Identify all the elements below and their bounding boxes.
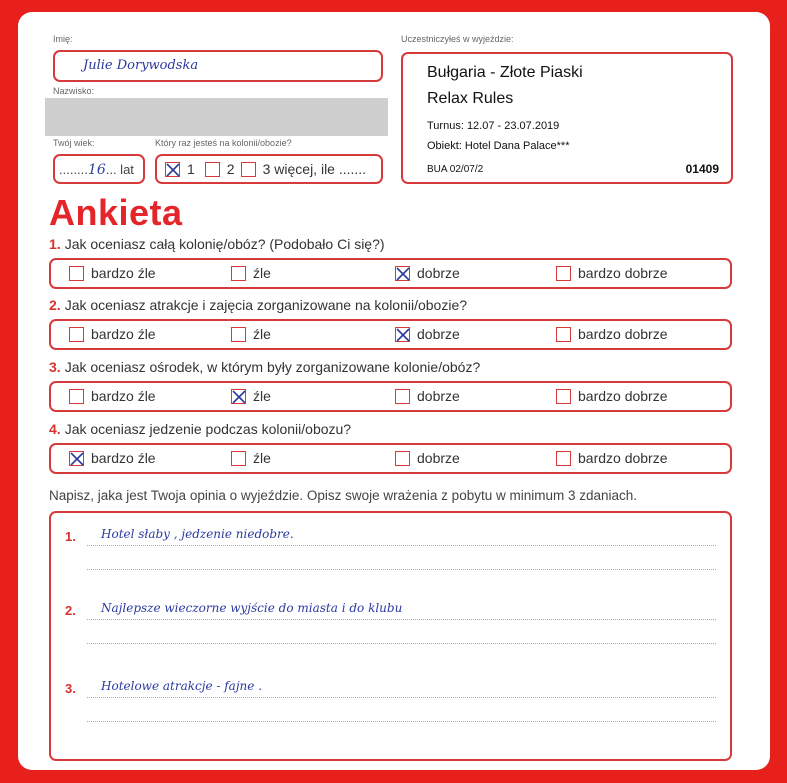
times-checkbox-2[interactable] <box>205 162 220 177</box>
participant-label: Uczestniczyłeś w wyjeździe: <box>401 34 514 44</box>
surname-label: Nazwisko: <box>53 86 95 96</box>
trip-summary-box <box>401 52 733 184</box>
dotted-line <box>87 697 716 698</box>
question-text: Jak oceniasz atrakcje i zajęcia zorganizowane na kolonii/obozie? <box>64 297 468 313</box>
option-3[interactable] <box>395 265 460 281</box>
option-1[interactable] <box>69 326 156 342</box>
option-label: bardzo dobrze <box>578 450 668 466</box>
dotted-line <box>87 643 716 644</box>
trip-code: BUA 02/07/2 <box>427 164 484 175</box>
times-option-2: 2 <box>226 161 235 177</box>
option-3[interactable] <box>395 388 460 404</box>
answer-text: Hotel słaby , jedzenie niedobre. <box>101 527 294 541</box>
option-1[interactable] <box>69 265 156 281</box>
times-checkbox-3[interactable] <box>241 162 256 177</box>
option-label: źle <box>253 450 271 466</box>
times-option-1: 1 <box>187 161 195 177</box>
question-text: Jak oceniasz jedzenie podczas kolonii/obozu? <box>64 421 352 437</box>
trip-program: Relax Rules <box>427 90 514 107</box>
rating-checkbox[interactable] <box>395 451 410 466</box>
answer-number: 3. <box>65 681 76 696</box>
dotted-line <box>87 569 716 570</box>
rating-checkbox[interactable] <box>556 266 571 281</box>
question-4 <box>49 421 351 437</box>
question-3 <box>49 359 480 375</box>
question-number: 4. <box>49 421 61 437</box>
age-suffix: ... lat <box>105 162 134 177</box>
dotted-line <box>87 545 716 546</box>
option-2[interactable] <box>231 265 271 281</box>
option-label: źle <box>253 265 271 281</box>
answer-number: 1. <box>65 529 76 544</box>
answer-number: 2. <box>65 603 76 618</box>
option-4[interactable] <box>556 265 668 281</box>
trip-obiekt: Obiekt: Hotel Dana Palace*** <box>427 140 570 152</box>
question-text: Jak oceniasz całą kolonię/obóz? (Podobało Ci się?) <box>64 236 385 252</box>
option-2[interactable] <box>231 450 271 466</box>
option-4[interactable] <box>556 450 668 466</box>
question-2 <box>49 297 467 313</box>
times-option-3: 3 więcej, ile ....... <box>262 161 367 177</box>
age-label: Twój wiek: <box>53 138 95 148</box>
rating-checkbox[interactable] <box>231 389 246 404</box>
rating-checkbox[interactable] <box>69 266 84 281</box>
question-text: Jak oceniasz ośrodek, w którym były zorganizowane kolonie/obóz? <box>64 359 481 375</box>
option-label: bardzo dobrze <box>578 265 668 281</box>
option-label: dobrze <box>417 388 460 404</box>
rating-checkbox[interactable] <box>231 327 246 342</box>
rating-checkbox[interactable] <box>556 389 571 404</box>
trip-destination: Bułgaria - Złote Piaski <box>427 64 583 81</box>
name-field[interactable] <box>53 50 383 82</box>
option-label: dobrze <box>417 265 460 281</box>
option-label: bardzo źle <box>91 326 156 342</box>
option-3[interactable] <box>395 326 460 342</box>
age-field[interactable] <box>53 154 145 184</box>
question-1 <box>49 236 385 252</box>
option-label: źle <box>253 388 271 404</box>
option-4[interactable] <box>556 326 668 342</box>
question-4-options <box>49 443 732 474</box>
dotted-line <box>87 721 716 722</box>
option-label: bardzo dobrze <box>578 388 668 404</box>
rating-checkbox[interactable] <box>231 451 246 466</box>
name-value: Julie Dorywodska <box>83 58 199 73</box>
surname-redacted <box>45 98 388 136</box>
survey-title: Ankieta <box>49 192 183 233</box>
question-2-options <box>49 319 732 350</box>
option-1[interactable] <box>69 388 156 404</box>
rating-checkbox[interactable] <box>395 389 410 404</box>
option-label: bardzo źle <box>91 388 156 404</box>
option-2[interactable] <box>231 326 271 342</box>
dotted-line <box>87 619 716 620</box>
survey-sheet <box>18 12 770 770</box>
option-label: dobrze <box>417 450 460 466</box>
name-label: Imię: <box>53 34 73 44</box>
question-number: 3. <box>49 359 61 375</box>
rating-checkbox[interactable] <box>556 327 571 342</box>
times-checkbox-1[interactable] <box>165 162 180 177</box>
question-number: 2. <box>49 297 61 313</box>
trip-turnus: Turnus: 12.07 - 23.07.2019 <box>427 120 560 132</box>
rating-checkbox[interactable] <box>69 327 84 342</box>
option-label: bardzo dobrze <box>578 326 668 342</box>
answer-text: Najlepsze wieczorne wyjście do miasta i do klubu <box>101 601 403 615</box>
option-label: źle <box>253 326 271 342</box>
option-label: bardzo źle <box>91 450 156 466</box>
rating-checkbox[interactable] <box>395 266 410 281</box>
option-label: dobrze <box>417 326 460 342</box>
answer-text: Hotelowe atrakcje - fajne . <box>101 679 263 693</box>
trip-id: 01409 <box>685 162 719 176</box>
question-1-options <box>49 258 732 289</box>
age-prefix: ........ <box>59 162 88 177</box>
rating-checkbox[interactable] <box>69 451 84 466</box>
rating-checkbox[interactable] <box>69 389 84 404</box>
question-number: 1. <box>49 236 61 252</box>
rating-checkbox[interactable] <box>556 451 571 466</box>
rating-checkbox[interactable] <box>231 266 246 281</box>
opinion-prompt: Napisz, jaka jest Twoja opinia o wyjeździe. Opisz swoje wrażenia z pobytu w minimum 3 zdaniach. <box>49 488 638 503</box>
option-3[interactable] <box>395 450 460 466</box>
option-4[interactable] <box>556 388 668 404</box>
age-value: 16 <box>87 162 106 178</box>
rating-checkbox[interactable] <box>395 327 410 342</box>
option-1[interactable] <box>69 450 156 466</box>
option-label: bardzo źle <box>91 265 156 281</box>
times-field <box>155 154 383 184</box>
times-label: Który raz jesteś na kolonii/obozie? <box>155 138 292 148</box>
opinion-answer-box[interactable] <box>49 511 732 761</box>
question-3-options <box>49 381 732 412</box>
option-2[interactable] <box>231 388 271 404</box>
